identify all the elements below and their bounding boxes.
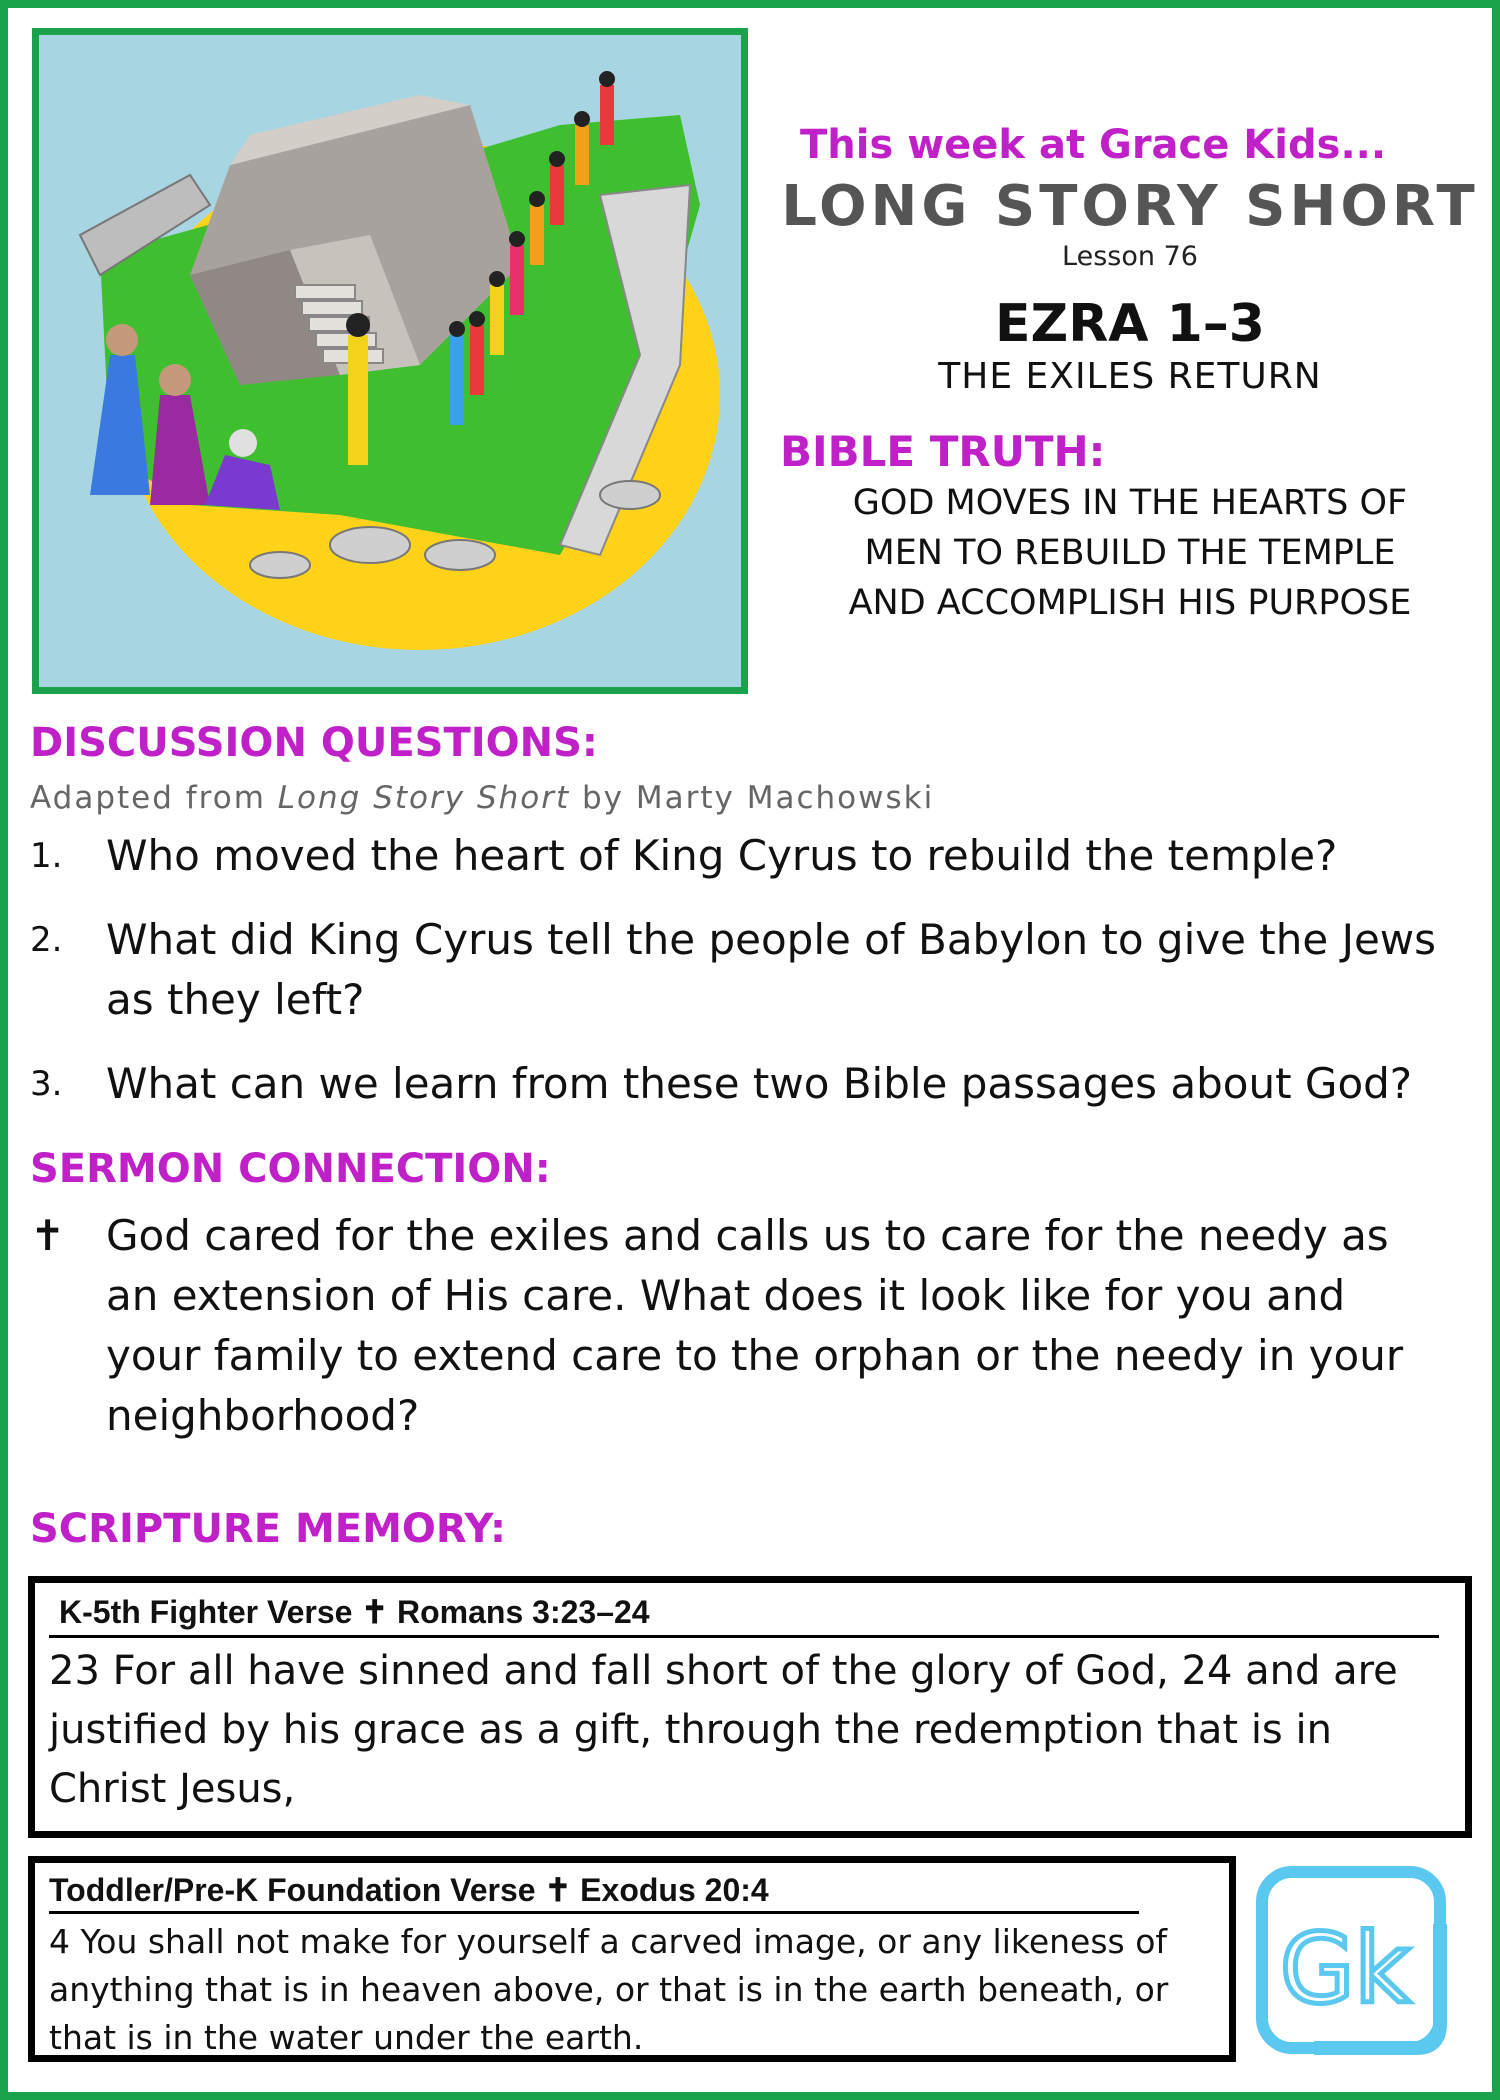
attribution — [30, 780, 934, 816]
sermon-heading: SERMON CONNECTION: — [30, 1146, 551, 1192]
question-number: 1. — [30, 836, 63, 876]
question-item — [30, 910, 1470, 1030]
series-title: LONG STORY SHORT — [781, 174, 1479, 239]
question-item — [30, 1054, 1470, 1114]
question-item — [30, 826, 1470, 886]
attribution-book: Long Story Short — [277, 780, 571, 816]
fighter-verse-title: K-5th Fighter Verse ✝ Romans 3:23–24 — [49, 1593, 1439, 1638]
bible-truth-line: MEN TO REBUILD THE TEMPLE — [864, 533, 1396, 573]
lesson-number: Lesson 76 — [1062, 241, 1198, 272]
bible-truth-line: AND ACCOMPLISH HIS PURPOSE — [848, 583, 1412, 623]
bible-truth-line: GOD MOVES IN THE HEARTS OF — [852, 483, 1408, 523]
lesson-subtitle: THE EXILES RETURN — [938, 356, 1322, 397]
fighter-verse-box — [28, 1576, 1472, 1838]
discussion-heading: DISCUSSION QUESTIONS: — [30, 720, 598, 766]
bible-truth-heading: BIBLE TRUTH: — [780, 427, 1106, 476]
cross-icon: ✝ — [30, 1211, 66, 1260]
bible-truth-text — [780, 478, 1480, 628]
foundation-verse-title: Toddler/Pre-K Foundation Verse ✝ Exodus 20:4 — [49, 1871, 1139, 1914]
lesson-header — [780, 122, 1480, 628]
question-text: What can we learn from these two Bible passages about God? — [106, 1059, 1413, 1108]
passage-reference: EZRA 1–3 — [995, 294, 1265, 354]
sermon-connection — [30, 1206, 1450, 1446]
scripture-heading: SCRIPTURE MEMORY: — [30, 1506, 507, 1552]
sermon-text: God cared for the exiles and calls us to care for the needy as an extension of His care. What does it look like for you and your family to extend care to the orphan or the needy in your neighborhood? — [106, 1211, 1404, 1440]
attribution-prefix: Adapted from — [30, 780, 278, 816]
question-number: 2. — [30, 920, 63, 960]
week-intro: This week at Grace Kids... — [800, 122, 1387, 168]
temple-rebuild-illustration — [39, 35, 741, 687]
logo-letters: Gk — [1280, 1913, 1410, 2025]
question-text: Who moved the heart of King Cyrus to rebuild the temple? — [106, 831, 1338, 880]
story-illustration — [32, 28, 748, 694]
question-number: 3. — [30, 1064, 63, 1104]
foundation-verse-box — [28, 1856, 1236, 2062]
attribution-author: by Marty Machowski — [570, 780, 935, 816]
grace-kids-logo — [1254, 1864, 1450, 2056]
question-text: What did King Cyrus tell the people of Babylon to give the Jews as they left? — [106, 915, 1437, 1024]
discussion-questions — [30, 826, 1470, 1138]
fighter-verse-text: 23 For all have sinned and fall short of the glory of God, 24 and are justified by his grace as a gift, through the redemption that is in Christ Jesus, — [49, 1648, 1398, 1812]
foundation-verse-text: 4 You shall not make for yourself a carved image, or any likeness of anything that is in heaven above, or that is in the earth beneath, or that is in the water under the earth. — [49, 1922, 1169, 2057]
